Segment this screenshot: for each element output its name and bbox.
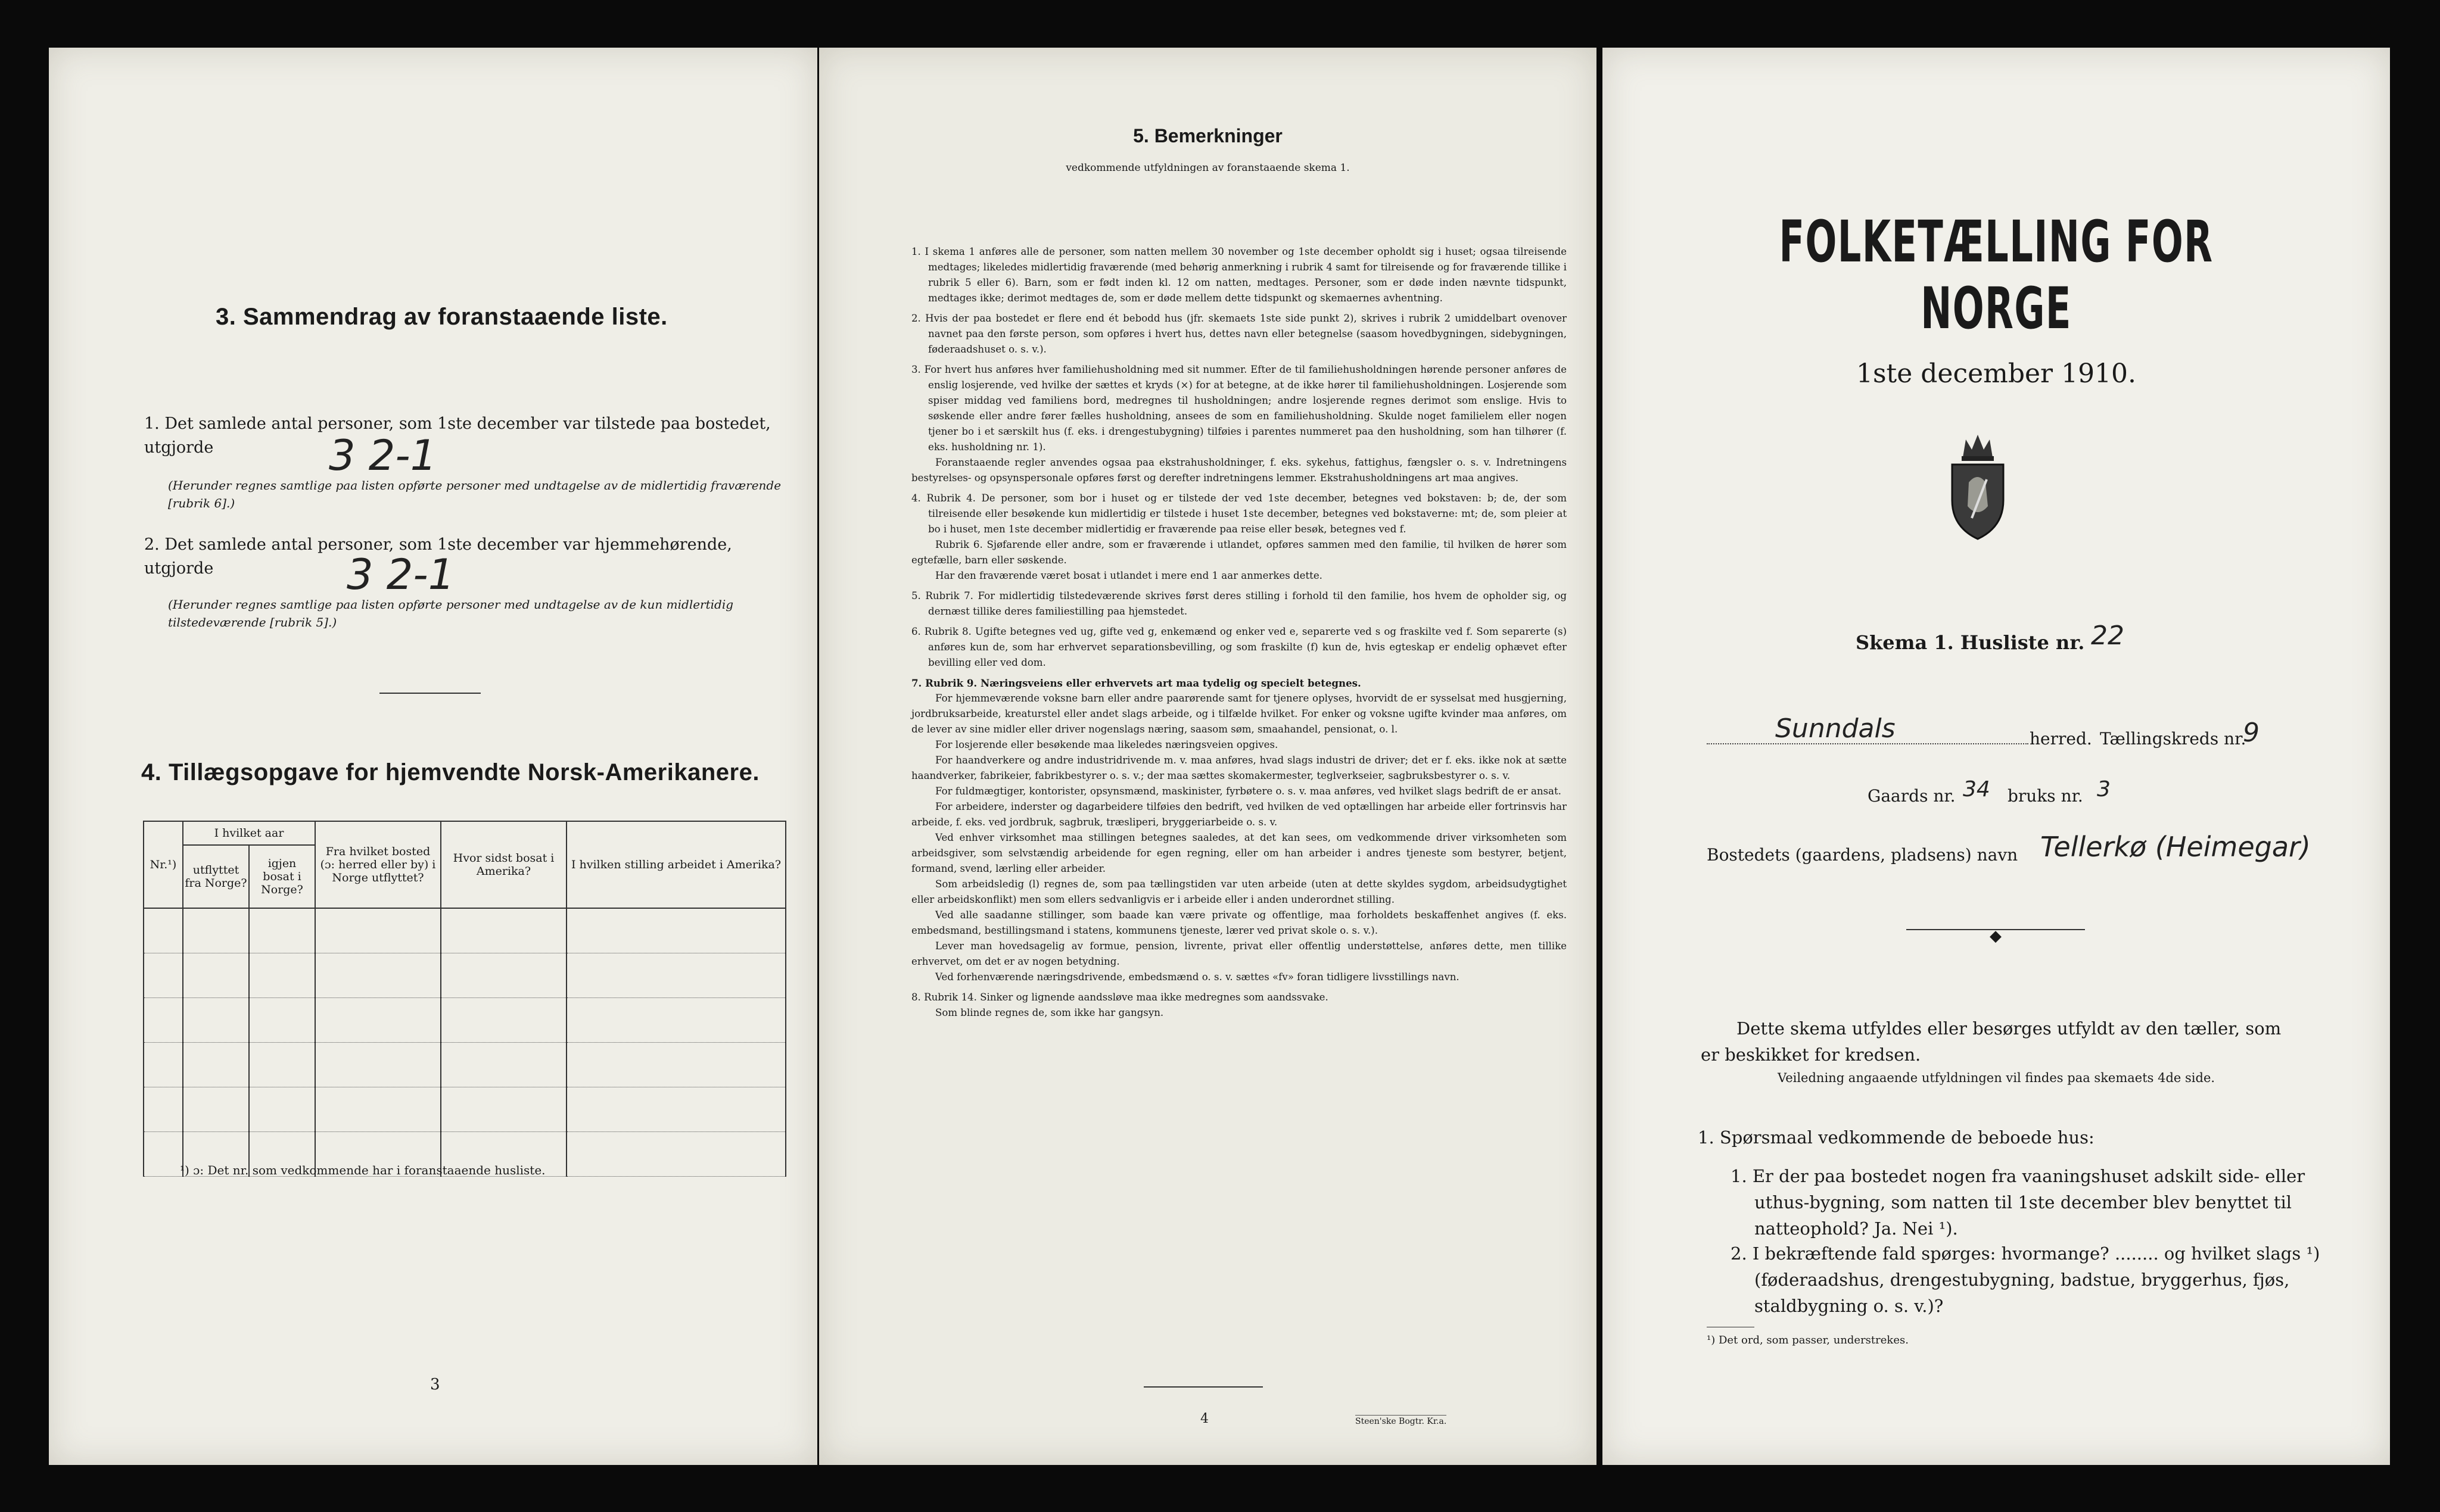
herred-label: herred. [2030, 729, 2092, 749]
remark-7: 7. Rubrik 9. Næringsveiens eller erhvervets art maa tydelig og specielt betegnes. [911, 677, 1361, 689]
bosted-label: Bostedets (gaardens, pladsens) navn [1707, 845, 2018, 865]
table-row [144, 1087, 786, 1132]
remark-4c: Har den fraværende været bosat i utlandet i mere end 1 aar anmerkes dette. [935, 570, 1322, 581]
item1-text: 1. Det samlede antal personer, som 1ste december var tilstede paa bostedet, utgjorde [144, 414, 771, 457]
table-cell [144, 1087, 183, 1132]
table-cell [144, 908, 183, 953]
footnote: ¹) ɔ: Det nr. som vedkommende har i foranstaaende husliste. [180, 1163, 546, 1177]
footnote: ¹) Det ord, som passer, understrekes. [1707, 1334, 1909, 1346]
remark-6: 6. Rubrik 8. Ugifte betegnes ved ug, gifte ved g, enkemænd og enker ved e, separerte ved s og fraskilte ved f. Som separerte (s) anføres kun de, som har erhvervet separationsbevilling, og som fraskilte (f) kun de, hvis egteskap er endelig ophævet efter bevilling eller ved dom. [911, 626, 1567, 668]
remarks-title: 5. Bemerkninger [1133, 125, 1283, 146]
remark-7a: For hjemmeværende voksne barn eller andre paarørende samt for tjenere oplyses, hvorvidt de er sysselsat med husgjerning, jordbruksarbeide, kreaturstel eller andet slags arbeide, og i tilfælde hvilket. For enker og voksne ugifte kvinder maa anføres, om de lever av sine midler eller driver nogenslags næring, saasom søm, smaahandel, pensionat, o. l. [911, 693, 1567, 735]
remark-8b: Som blinde regnes de, som ikke har gangsyn. [935, 1007, 1164, 1018]
bosted-value: Tellerkø (Heimegar) [2040, 831, 2311, 863]
remark-7f: Ved enhver virksomhet maa stillingen betegnes saaledes, at det kan sees, om vedkommende driver virksomheten som arbeidsgiver, som selvstændig arbeidende for egen regning, eller om han arbeider i andres tjeneste som bestyrer, betjent, formand, svend, lærling eller arbeider. [911, 832, 1567, 874]
col-nr: Nr.¹) [144, 821, 183, 908]
table-row [144, 1043, 786, 1087]
husliste-nr-value: 22 [2091, 621, 2124, 651]
bruks-value: 3 [2097, 777, 2111, 802]
remark-7i: Lever man hovedsagelig av formue, pension, livrente, privat eller offentlig understøttelse, anføres dette, men tillike erhvervet, om det er av nogen betydning. [911, 940, 1567, 967]
question-1: 1. Er der paa bostedet nogen fra vaaningshuset adskilt side- eller uthus-bygning, som natten til 1ste december blev benyttet til natteophold? Ja. Nei ¹). [1731, 1166, 2305, 1239]
herred-value: Sunndals [1775, 713, 1896, 744]
remark-1: 1. I skema 1 anføres alle de personer, som natten mellem 30 november og 1ste december opholdt sig i huset; ogsaa tilreisende medtages; likeledes midlertidig fraværende (med behørig anmerkning i rubrik 4 samt for tilreisende og for fraværende tillike i rubrik 5 eller 6). Barn, som er født inden kl. 12 om natten, medtages. Personer, som er døde inden nævnte tidspunkt, medtages ikke; derimot medtages de, som er døde mellem dette tidspunkt og skemaernes avhentning. [911, 246, 1567, 304]
census-title: FOLKETÆLLING FOR NORGE [1779, 208, 2214, 342]
remark-4: 4. Rubrik 4. De personer, som bor i huset og er tilstede der ved 1ste december, betegnes ved bokstaven: b; de, der som tilreisende eller besøkende kun midlertidig er tilstede i huset 1ste december, betegnes ved bokstaverne: mt; de, som pleier at bo i huset, men 1ste december midlertidig er fraværende paa reise eller besøk, betegnes ved f. [911, 492, 1567, 535]
remark-3b: Foranstaaende regler anvendes ogsaa paa ekstrahusholdninger, f. eks. sykehus, fattighus, fængsler o. s. v. Indretningens bestyrelses- og opsynspersonale opføres først og derefter indretningens lemmer. Ekstrahusholdningens art maa angives. [911, 457, 1567, 484]
section3-title: 3. Sammendrag av foranstaaende liste. [216, 304, 668, 330]
section4-title: 4. Tillægsopgave for hjemvendte Norsk-Amerikanere. [141, 759, 760, 785]
page-left [49, 48, 817, 1465]
bruks-label: bruks nr. [2008, 786, 2083, 806]
col-last-place: Hvor sidst bosat i Amerika? [441, 821, 567, 908]
remark-2: 2. Hvis der paa bostedet er flere end ét bebodd hus (jfr. skemaets 1ste side punkt 2), skrives i rubrik 2 umiddelbart ovenover navnet paa den første person, som opføres i hvert hus, dettes navn eller betegnelse (saasom hovedbygningen, sidebygningen, føderaadshuset o. s. v.). [911, 313, 1567, 355]
guide-text: Veiledning angaaende utfyldningen vil findes paa skemaets 4de side. [1777, 1071, 2215, 1085]
remark-7b: For losjerende eller besøkende maa likeledes næringsveien opgives. [935, 739, 1278, 750]
remark-7e: For arbeidere, inderster og dagarbeidere tilføies den bedrift, ved hvilken de ved optællingen har arbeide eller fortrinsvis har arbeide, f. eks. ved jordbruk, sagbruk, træsliperi, bryggeriarbeide o. s. v. [911, 801, 1567, 828]
question-2: 2. I bekræftende fald spørges: hvormange? ........ og hvilket slags ¹) (føderaadshus, drengestubygning, badstue, bryggerhus, fjøs, staldbygning o. s. v.)? [1731, 1243, 2320, 1316]
divider [379, 693, 481, 694]
page-number: 4 [1200, 1411, 1209, 1426]
questions-heading: 1. Spørsmaal vedkommende de beboede hus: [1698, 1127, 2094, 1148]
remark-7j: Ved forhenværende næringsdrivende, embedsmænd o. s. v. sættes «fv» foran tidligere livsstillings navn. [935, 971, 1459, 983]
gaards-value: 34 [1963, 777, 1990, 802]
table-row [144, 998, 786, 1043]
kreds-value: 9 [2243, 718, 2260, 748]
remark-7c: For haandverkere og andre industridrivende m. v. maa anføres, hvad slags industri de driver; det er f. eks. ikke nok at sætte haandverker, fabrikeier, fabrikbestyrer o. s. v.; der maa sættes skomakermester, teglverkseier, sagbruksbestyrer o. s. v. [911, 755, 1567, 781]
table-row [144, 953, 786, 998]
item2-text: 2. Det samlede antal personer, som 1ste december var hjemmehørende, utgjorde [144, 535, 732, 578]
instruction-text: Dette skema utfyldes eller besørges utfyldt av den tæller, som er beskikket for kredsen. [1701, 1018, 2282, 1065]
col-emigrated: utflyttet fra Norge? [183, 845, 249, 908]
item2-note: (Herunder regnes samtlige paa listen opførte personer med undtagelse av de kun midlertidig tilstedeværende [rubrik 5].) [168, 597, 734, 629]
table-cell [144, 1043, 183, 1087]
table-cell [144, 953, 183, 998]
remark-5: 5. Rubrik 7. For midlertidig tilstedeværende skrives først deres stilling i forhold til den familie, hos hvem de opholder sig, og dernæst tillike deres familiestilling paa hjemstedet. [911, 590, 1567, 617]
remark-4b: Rubrik 6. Sjøfarende eller andre, som er fraværende i utlandet, opføres sammen med den familie, til hvilken de hører som egtefælle, barn eller søskende. [911, 539, 1567, 566]
remark-7h: Ved alle saadanne stillinger, som baade kan være private og offentlige, maa forholdets beskaffenhet angives (f. eks. embedsmand, bestillingsmand i statens, kommunens tjeneste, lærer ved privat skole o. s. v.). [911, 909, 1567, 936]
kreds-label: Tællingskreds nr. [2100, 729, 2246, 749]
remark-7d: For fuldmægtiger, kontorister, opsynsmænd, maskinister, fyrbøtere o. s. v. maa anføres, ved hvilket slags bedrift de er ansat. [935, 785, 1561, 797]
table-row [144, 908, 786, 953]
col-returned: igjen bosat i Norge? [249, 845, 315, 908]
divider [1144, 1386, 1263, 1388]
page-right [1602, 48, 2390, 1465]
item1-handwritten-value: 3 2-1 [329, 431, 437, 480]
census-date: 1ste december 1910. [1856, 358, 2137, 389]
gaards-label: Gaards nr. [1868, 786, 1956, 806]
col-group-year: I hvilket aar [183, 821, 315, 845]
table-cell [144, 1132, 183, 1177]
remark-7g: Som arbeidsledig (l) regnes de, som paa tællingstiden var uten arbeide (uten at dette skyldes sygdom, arbeidsudygtighet eller arbeidskonflikt) men som ellers sedvanligvis er i arbeide eller i anden underordnet stilling. [911, 878, 1567, 905]
col-occupation: I hvilken stilling arbeidet i Amerika? [567, 821, 786, 908]
schema-label: Skema 1. Husliste nr. [1856, 631, 2085, 654]
ornament-divider: ◆ [1906, 929, 2085, 942]
page-middle [819, 48, 1596, 1465]
norway-coat-of-arms-icon [1945, 429, 2010, 542]
item1-note: (Herunder regnes samtlige paa listen opførte personer med undtagelse av de midlertidig fraværende [rubrik 6].) [168, 478, 782, 510]
page-number: 3 [430, 1376, 440, 1393]
remarks-body [911, 244, 1567, 1021]
table-cell [144, 998, 183, 1043]
remark-8: 8. Rubrik 14. Sinker og lignende aandssløve maa ikke medregnes som aandssvake. [911, 992, 1328, 1003]
norsk-amerikanere-table [143, 821, 786, 1177]
item2-handwritten-value: 3 2-1 [347, 550, 455, 599]
printer-mark: Steen'ske Bogtr. Kr.a. [1355, 1415, 1446, 1426]
remarks-subtitle: vedkommende utfyldningen av foranstaaende skema 1. [1066, 162, 1350, 174]
remark-3: 3. For hvert hus anføres hver familiehusholdning med sit nummer. Efter de til familiehusholdningen hørende personer anføres de enslig losjerende, ved hvilke der sættes et kryds (×) for at betegne, at de ikke hører til familiehusholdningen. Losjerende som spiser middag ved familiens bord, medregnes til husholdningen; andre losjerende regnes derimot som enslige. Hvis to søskende eller andre fører fælles husholdning, ansees de som en familiehusholdning. Skulde noget familielem eller nogen tjener bo i et særskilt hus (f. eks. i drengestubygning) tilføies i parentes nummeret paa den husholdning, som han tilhører (f. eks. husholdning nr. 1). [911, 364, 1567, 453]
col-from-place: Fra hvilket bosted (ɔ: herred eller by) i Norge utflyttet? [315, 821, 441, 908]
